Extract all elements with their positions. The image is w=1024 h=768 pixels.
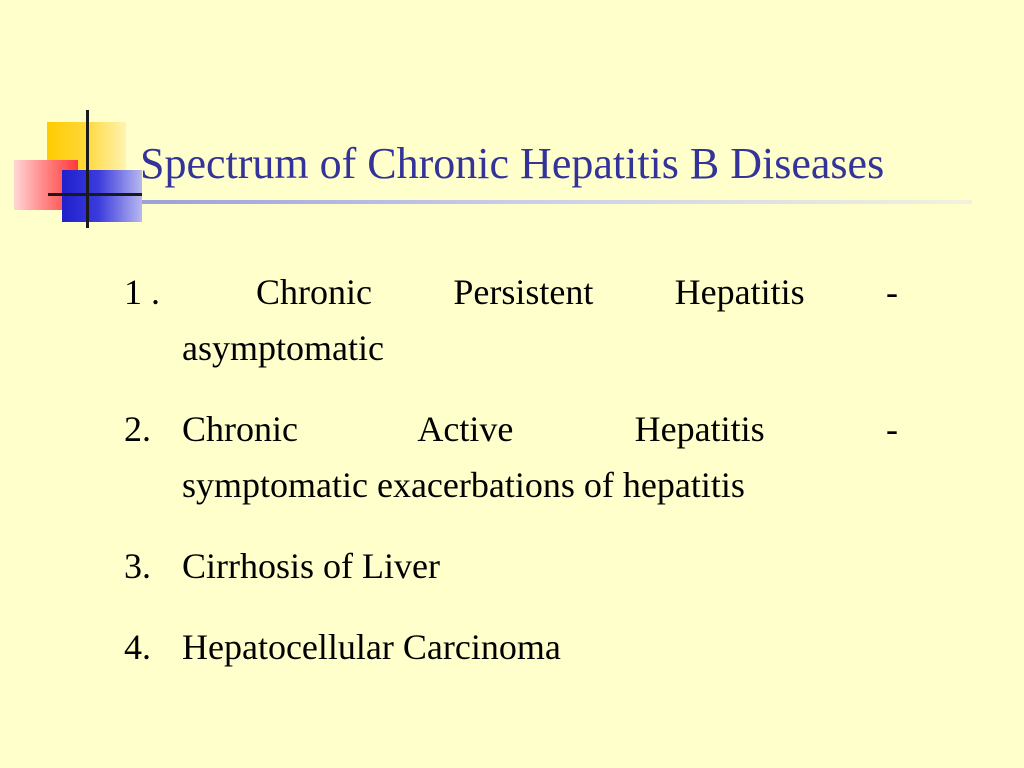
list-item-line: asymptomatic — [182, 328, 384, 368]
list-item-line: Hepatocellular Carcinoma — [182, 627, 561, 667]
disease-list — [124, 264, 898, 700]
blue-square-shape — [62, 170, 142, 222]
list-item-number: 4. — [124, 627, 151, 667]
list-item-line: Chronic Persistent Hepatitis - — [256, 272, 898, 312]
list-item-number: 1 . — [124, 272, 160, 312]
list-item — [124, 264, 898, 376]
horizontal-line-shape — [48, 193, 142, 196]
list-item — [124, 619, 898, 675]
list-item — [124, 401, 898, 513]
title-underline — [142, 200, 972, 204]
list-item — [124, 538, 898, 594]
list-item-line: symptomatic exacerbations of hepatitis — [182, 465, 745, 505]
decorative-logo — [0, 0, 160, 240]
list-item-line: Cirrhosis of Liver — [182, 546, 440, 586]
list-item-number: 2. — [124, 409, 151, 449]
list-item-number: 3. — [124, 546, 151, 586]
slide-title: Spectrum of Chronic Hepatitis B Diseases — [140, 139, 885, 188]
vertical-line-shape — [86, 110, 89, 228]
list-item-line: Chronic Active Hepatitis - — [182, 409, 898, 449]
